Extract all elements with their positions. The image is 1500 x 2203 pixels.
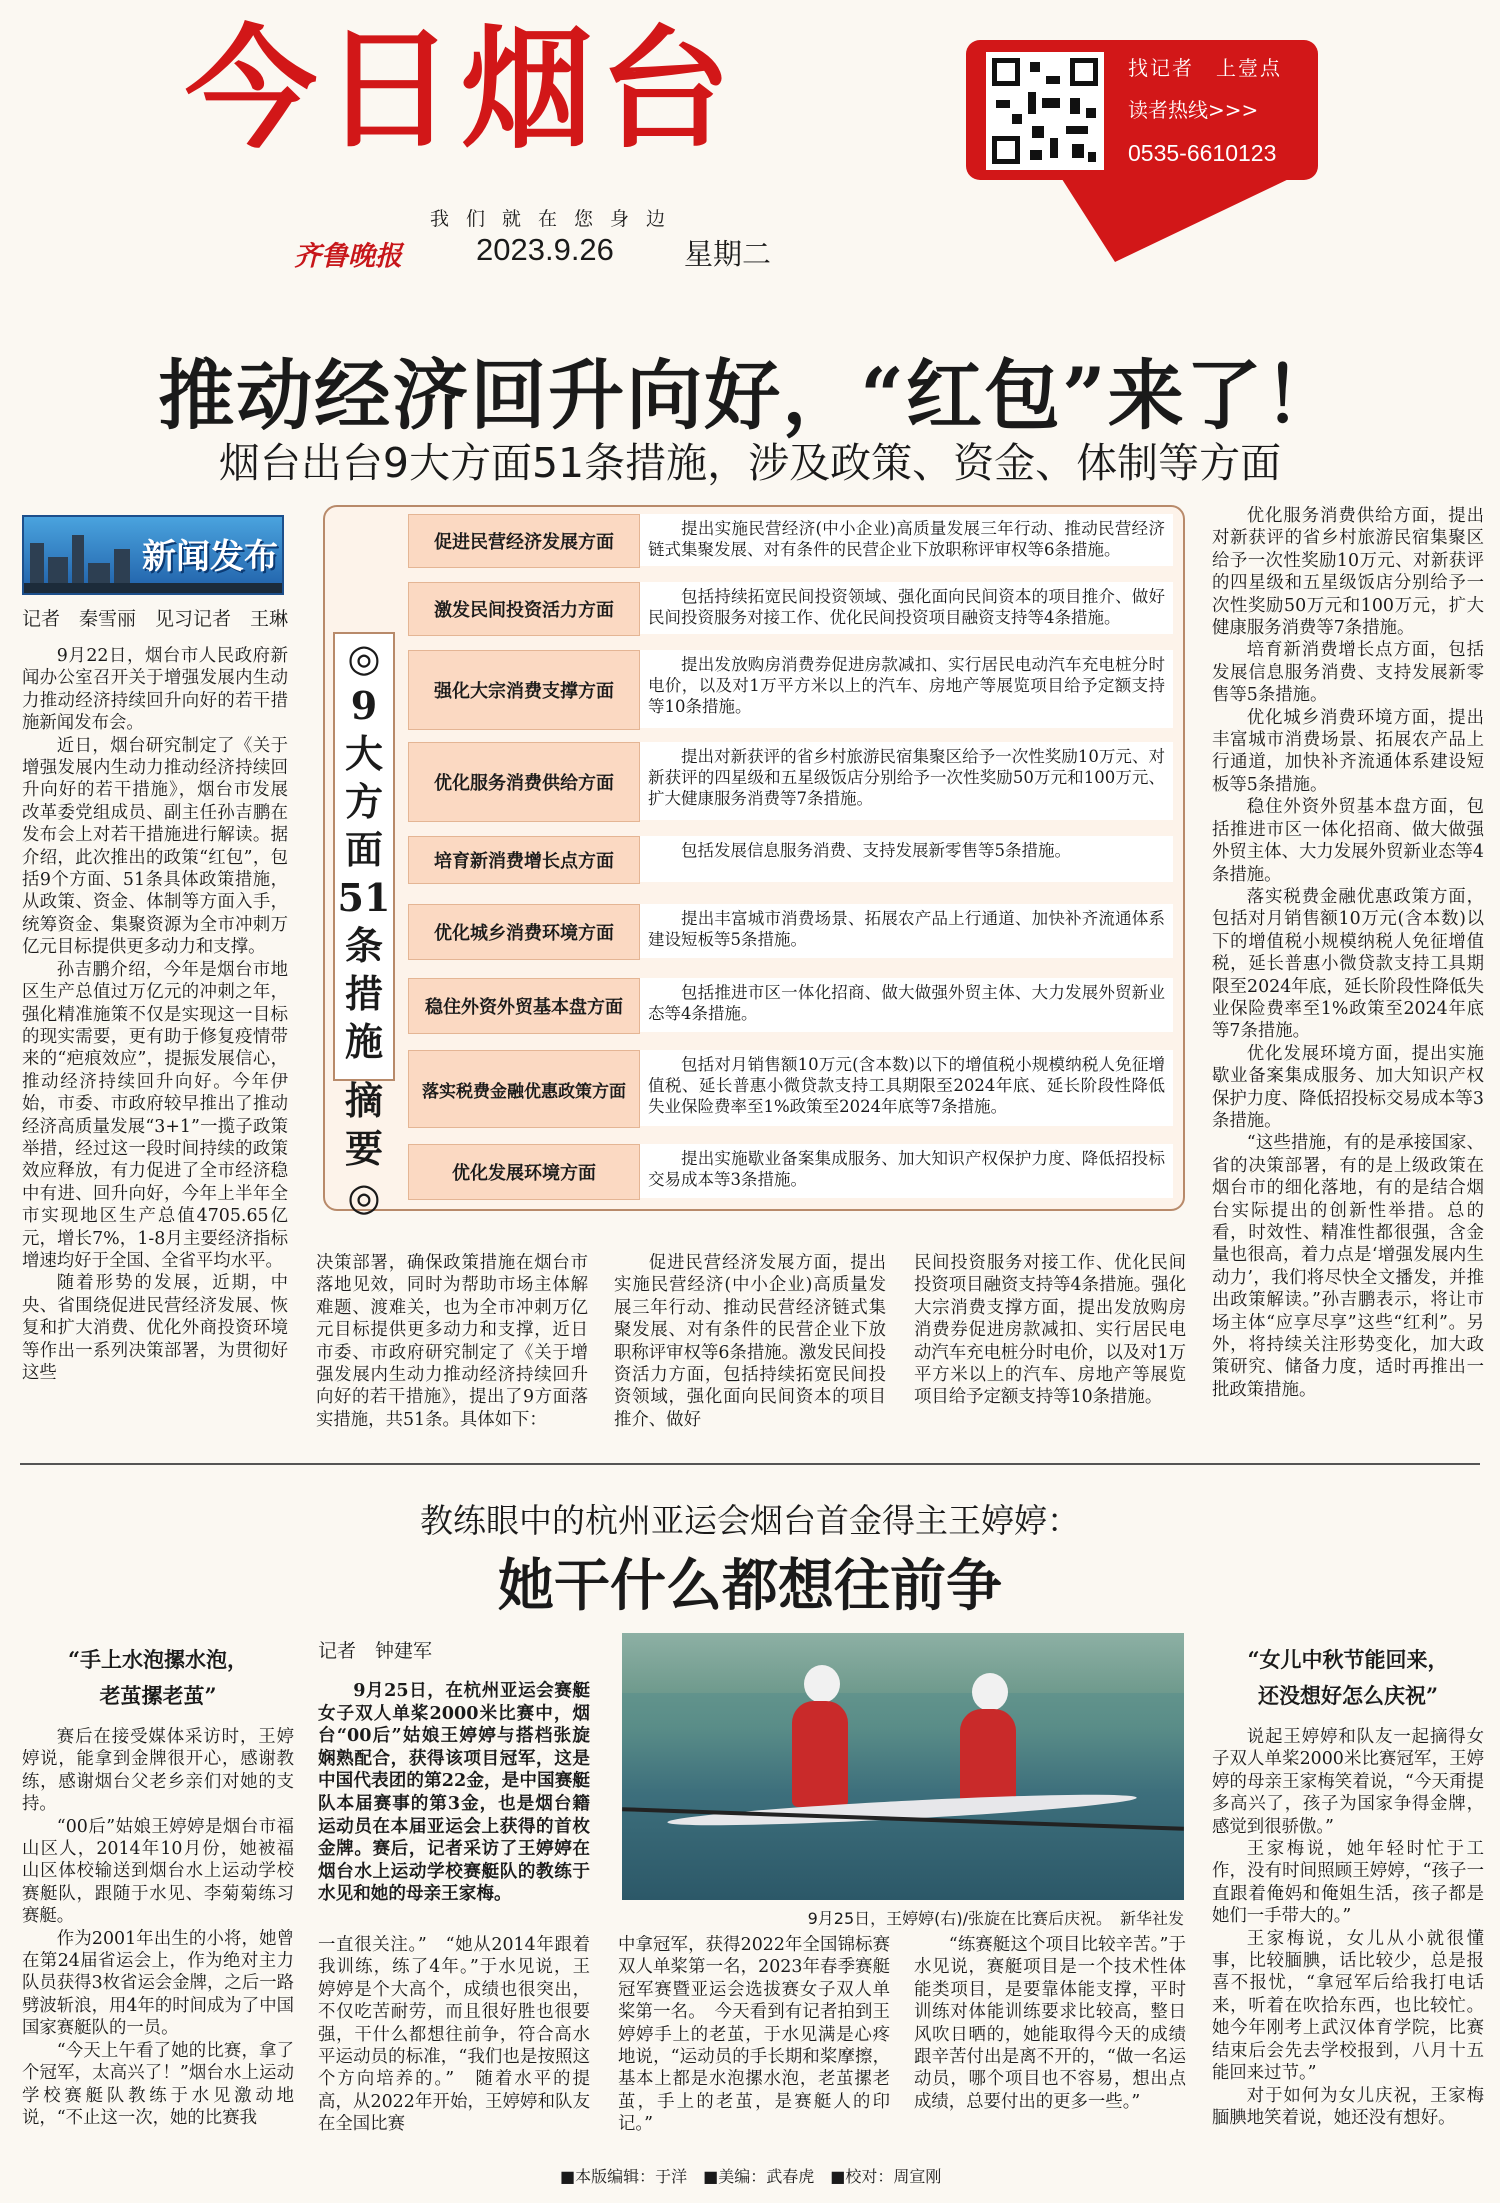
paragraph: 优化服务消费供给方面，提出对新获评的省乡村旅游民宿集聚区给予一次性奖励10万元、对新获评的四星级和五星级饭店分别给予一次性奖励50万元和100万元，扩大健康服务消费等7条措施。 xyxy=(1212,506,1484,639)
measure-row xyxy=(408,972,1173,1036)
byline-reporter: 记者 钟建军 xyxy=(318,1640,433,1662)
measure-row xyxy=(408,736,1173,824)
right-subhead xyxy=(1212,1642,1484,1714)
measure-desc: 提出对新获评的省乡村旅游民宿集聚区给予一次性奖励10万元、对新获评的四星级和五星级饭店分别给予一次性奖励50万元和100万元、扩大健康服务消费等7条措施。 xyxy=(640,742,1173,820)
measure-desc: 包括对月销售额10万元(含本数)以下的增值税小规模纳税人免征增值税、延长普惠小微贷款支持工具期限至2024年底、延长阶段性降低失业保险费率至1%政策至2024年底等7条措施。 xyxy=(640,1050,1173,1126)
measure-name: 激发民间投资活力方面 xyxy=(408,582,640,636)
news-release-badge xyxy=(22,515,284,595)
masthead-slogan: 我们就在您身边 xyxy=(430,208,683,230)
measure-name: 优化城乡消费环境方面 xyxy=(408,904,640,960)
main-headline: 推动经济回升向好，“红包”来了！ xyxy=(158,351,1342,440)
measure-name: 优化发展环境方面 xyxy=(408,1144,640,1200)
rower-head xyxy=(972,1673,1008,1711)
section2-headline: 她干什么都想往前争 xyxy=(498,1553,1002,1619)
measure-desc: 包括发展信息服务消费、支持发展新零售等5条措施。 xyxy=(640,836,1173,882)
paragraph: 培育新消费增长点方面，包括发展信息服务消费、支持发展新零售等5条措施。 xyxy=(1212,640,1484,706)
panel-title-char: ◎ xyxy=(347,1174,381,1219)
byline-reporters: 记者 秦雪丽 见习记者 王琳 xyxy=(22,608,289,630)
paragraph: “今天上午看了她的比赛，拿了个冠军，太高兴了！”烟台水上运动学校赛艇队教练于水见激动地说，“不止这一次，她的比赛我 xyxy=(22,2040,294,2128)
section-divider xyxy=(20,1463,1480,1465)
paragraph: 优化发展环境方面，提出实施歇业备案集成服务、加大知识产权保护力度、降低招投标交易成本等3条措施。 xyxy=(1212,1043,1484,1131)
article-column xyxy=(318,1934,590,2154)
photo-caption: 9月25日，王婷婷(右)/张旋在比赛后庆祝。 新华社发 xyxy=(807,1909,1184,1928)
paragraph: 9月22日，烟台市人民政府新闻办公室召开关于增强发展内生动力推动经济持续回升向好的若干措施新闻发布会。 xyxy=(22,646,288,734)
hotline-line2: 读者热线>>> xyxy=(1128,98,1259,122)
measure-row xyxy=(408,508,1173,572)
measure-desc: 包括持续拓宽民间投资领域、强化面向民间资本的项目推介、做好民间投资服务对接工作、优化民间投资项目融资支持等4条措施。 xyxy=(640,582,1173,634)
measure-desc: 提出发放购房消费券促进房款减扣、实行居民电动汽车充电桩分时电价，以及对1万平方米以上的汽车、房地产等展览项目给予定额支持等10条措施。 xyxy=(640,650,1173,728)
qr-code-icon[interactable] xyxy=(986,52,1104,170)
paragraph: 中拿冠军，获得2022年全国锦标赛双人单桨第一名，2023年春季赛艇冠军赛暨亚运会选拔赛女子双人单桨第一名。 今天看到有记者拍到王婷婷手上的老茧，于水见满是心疼地说，“运动员的手长期和桨摩擦，基本上都是水泡摞水泡，老茧摞老茧，手上的老茧，是赛艇人的印记。” xyxy=(618,1935,890,2135)
paragraph: 稳住外资外贸基本盘方面，包括推进市区一体化招商、做大做强外贸主体、大力发展外贸新业态等4条措施。 xyxy=(1212,797,1484,885)
subhead-line: 还没想好怎么庆祝” xyxy=(1257,1683,1439,1708)
panel-title-char: 施 xyxy=(344,1019,383,1064)
paragraph: 作为2001年出生的小将，她曾在第24届省运会上，作为绝对主力队员获得3枚省运会金牌，之后一路劈波斩浪，用4年的时间成为了中国国家赛艇队的一员。 xyxy=(22,1928,294,2039)
paragraph: 孙吉鹏介绍，今年是烟台市地区生产总值过万亿元的冲刺之年，强化精准施策不仅是实现这一目标的现实需要，更有助于修复疫情带来的“疤痕效应”，提振发展信心，推动经济持续回升向好。今年伊始，市委、市政府较早推出了推动经济高质量发展“3+1”一揽子政策举措，经过这一段时间持续的政策效应释放，有力促进了全市经济稳中有进、回升向好，今年上半年全市实现地区生产总值4705.65亿元，增长7%，1-8月主要经济指标增速均好于全国、全省平均水平。 xyxy=(22,959,288,1271)
measure-row xyxy=(408,1138,1173,1202)
measure-desc: 提出实施歇业备案集成服务、加大知识产权保护力度、降低招投标交易成本等3条措施。 xyxy=(640,1144,1173,1198)
panel-title xyxy=(333,632,395,1081)
rower-body xyxy=(960,1709,1016,1807)
paragraph: 随着形势的发展，近期，中央、省围绕促进民营经济发展、恢复和扩大消费、优化外商投资环境等作出一系列决策部署，为贯彻好这些 xyxy=(22,1273,288,1383)
panel-title-char: 51 xyxy=(337,875,391,920)
measure-name: 强化大宗消费支撑方面 xyxy=(408,650,640,730)
paragraph: “练赛艇这个项目比较辛苦。”于水见说，赛艇项目是一个技术性体能类项目，是要靠体能支撑，平时训练对体能训练要求比较高，整日风吹日晒的，她能取得今天的成绩跟辛苦付出是离不开的，“做一名运动员，哪个项目也不容易，想出点成绩，总要付出的更多一些。” xyxy=(914,1935,1186,2112)
panel-title-char: 措 xyxy=(344,971,383,1016)
article-column-right xyxy=(1212,505,1484,1445)
panel-title-char: 9 xyxy=(350,683,378,728)
hotline-phone: 0535-6610123 xyxy=(1128,140,1277,166)
rower-head xyxy=(804,1665,840,1703)
measure-name: 优化服务消费供给方面 xyxy=(408,742,640,822)
measure-name: 落实税费金融优惠政策方面 xyxy=(408,1050,640,1128)
panel-title-tail xyxy=(333,1077,395,1221)
masthead-title: 今日烟台 xyxy=(185,13,737,167)
section2-kicker: 教练眼中的杭州亚运会烟台首金得主王婷婷： xyxy=(420,1501,1080,1540)
issue-date: 2023.9.26 xyxy=(476,232,614,267)
paragraph: 落实税费金融优惠政策方面，包括对月销售额10万元(含本数)以下的增值税小规模纳税人免征增值税，延长普惠小微贷款支持工具期限至2024年底，延长阶段性降低失业保险费率至1%政策至2024年底等7条措施。 xyxy=(1212,886,1484,1042)
subhead-line: “手上水泡摞水泡， xyxy=(67,1647,249,1672)
measure-row xyxy=(408,1044,1173,1130)
measure-name: 促进民营经济发展方面 xyxy=(408,514,640,568)
photo-shore xyxy=(622,1633,1184,1693)
paragraph: “00后”姑娘王婷婷是烟台市福山区人，2014年10月份，她被福山区体校输送到烟台水上运动学校赛艇队，跟随于水见、李菊菊练习赛艇。 xyxy=(22,1816,294,1927)
paragraph: 赛后在接受媒体采访时，王婷婷说，能拿到金牌很开心，感谢教练，感谢烟台父老乡亲们对她的支持。 xyxy=(22,1727,294,1815)
article-column xyxy=(22,1726,294,2151)
panel-title-char: 要 xyxy=(344,1126,383,1171)
measure-row xyxy=(408,644,1173,732)
measure-row xyxy=(408,898,1173,962)
paragraph: 优化城乡消费环境方面，提出丰富城市消费场景、拓展农产品上行通道，加快补齐流通体系建设短板等5条措施。 xyxy=(1212,707,1484,795)
measure-desc: 包括推进市区一体化招商、做大做强外贸主体、大力发展外贸新业态等4条措施。 xyxy=(640,978,1173,1032)
measure-name: 稳住外资外贸基本盘方面 xyxy=(408,978,640,1034)
paragraph: 9月25日，在杭州亚运会赛艇女子双人单桨2000米比赛中，烟台“00后”姑娘王婷婷与搭档张旋娴熟配合，获得该项目冠军，这是中国代表团的第22金，是中国赛艇队本届赛事的第3金，也是烟台籍运动员在本届亚运会上获得的首枚金牌。赛后，记者采访了王婷婷在烟台水上运动学校赛艇队的教练于水见和她的母亲王家梅。 xyxy=(318,1680,590,1905)
speech-tail xyxy=(1060,176,1295,262)
panel-title-char: 摘 xyxy=(344,1078,383,1123)
measure-desc: 提出实施民营经济(中小企业)高质量发展三年行动、推动民营经济链式集聚发展、对有条件的民营企业下放职称评审权等6条措施。 xyxy=(640,514,1173,566)
panel-title-char: 大 xyxy=(344,731,383,776)
paragraph: 民间投资服务对接工作、优化民间投资项目融资支持等4条措施。强化大宗消费支撑方面，提出发放购房消费券促进房款减扣、实行居民电动汽车充电桩分时电价，以及对1万平方米以上的汽车、房地产等展览项目给予定额支持等10条措施。 xyxy=(914,1253,1186,1408)
paragraph: 促进民营经济发展方面，提出实施民营经济(中小企业)高质量发展三年行动、推动民营经济链式集聚发展、对有条件的民营企业下放职称评审权等6条措施。激发民间投资活力方面，包括持续拓宽民间投资领域，强化面向民间资本的项目推介、做好 xyxy=(614,1253,886,1430)
article-column xyxy=(1212,1726,1484,2151)
panel-title-char: 面 xyxy=(344,827,383,872)
subhead-line: 老茧摞老茧” xyxy=(99,1683,217,1708)
paragraph: 一直很关注。” “她从2014年跟着我训练，练了4年。”于水见说，王婷婷是个大高个，成绩也很突出，不仅吃苦耐劳，而且很好胜也很要强，干什么都想往前争，符合高水平运动员的标准，“我们也是按照这个方向培养的。” 随着水平的提高，从2022年开始，王婷婷和队友在全国比赛 xyxy=(318,1935,590,2135)
rowing-photo xyxy=(622,1633,1184,1900)
left-subhead xyxy=(22,1642,294,1714)
article-column xyxy=(614,1252,886,1444)
article-column xyxy=(618,1934,890,2154)
article-column xyxy=(316,1252,588,1444)
measure-desc: 提出丰富城市消费场景、拓展农产品上行通道、加快补齐流通体系建设短板等5条措施。 xyxy=(640,904,1173,958)
measure-row xyxy=(408,576,1173,640)
panel-title-char: 条 xyxy=(344,923,383,968)
page-footer-credits: ■本版编辑：于洋 ■美编：武春虎 ■校对：周宣刚 xyxy=(560,2167,942,2186)
issue-weekday: 星期二 xyxy=(684,237,772,271)
paragraph: “这些措施，有的是承接国家、省的决策部署，有的是上级政策在烟台市的细化落地，有的是结合烟台实际提出的创新性举措。总的看，时效性、精准性都很强，含金量也很高，着力点是‘增强发展内生动力’，我们将尽快全文播发，并推出政策解读。”孙吉鹏表示，将让市场主体“应享尽享”这些“红利”。另外，将持续关注形势变化，加大政策研究、储备力度，适时再推出一批政策措施。 xyxy=(1212,1133,1484,1400)
panel-title-char: ◎ xyxy=(347,635,381,680)
rower-body xyxy=(792,1701,848,1807)
paragraph: 王家梅说，她年轻时忙于工作，没有时间照顾王婷婷，“孩子一直跟着俺妈和俺姐生活，孩子都是她们一手带大的。” xyxy=(1212,1839,1484,1927)
paragraph: 对于如何为女儿庆祝，王家梅腼腆地笑着说，她还没有想好。 xyxy=(1212,2085,1484,2128)
paper-name: 齐鲁晚报 xyxy=(294,241,402,272)
article-column xyxy=(914,1252,1186,1444)
paragraph: 决策部署，确保政策措施在烟台市落地见效，同时为帮助市场主体解难题、渡难关，也为全市冲刺万亿元目标提供更多动力和支撑，近日市委、市政府研究制定了《关于增强发展内生动力推动经济持续回升向好的若干措施》，提出了9方面落实措施，共51条。具体如下： xyxy=(316,1253,588,1430)
article-column xyxy=(914,1934,1186,2154)
paragraph: 近日，烟台研究制定了《关于增强发展内生动力推动经济持续回升向好的若干措施》，烟台市发展改革委党组成员、副主任孙吉鹏在发布会上对若干措施进行解读。据介绍，此次推出的政策“红包”，包括9个方面、51条具体政策措施，从政策、资金、体制等方面入手，统筹资金、集聚资源为全市冲刺万亿元目标提供更多动力和支撑。 xyxy=(22,735,288,958)
article-column-left xyxy=(22,645,288,1440)
measure-name: 培育新消费增长点方面 xyxy=(408,836,640,884)
subhead-line: “女儿中秋节能回来， xyxy=(1247,1647,1449,1672)
paragraph: 王家梅说，女儿从小就很懂事，比较腼腆，话比较少，总是报喜不报忧，“拿冠军后给我打电话来，听着在吹拾东西，也比较忙。她今年刚考上武汉体育学院，比赛结束后会先去学校报到，八月十五能回来过节。” xyxy=(1212,1928,1484,2084)
measure-row xyxy=(408,830,1173,888)
main-subheadline: 烟台出台9大方面51条措施，涉及政策、资金、体制等方面 xyxy=(218,439,1282,487)
lead-paragraph xyxy=(318,1680,590,1918)
hotline-line1: 找记者 上壹点 xyxy=(1128,56,1282,80)
paragraph: 说起王婷婷和队友一起摘得女子双人单桨2000米比赛冠军，王婷婷的母亲王家梅笑着说，“今天甭提多高兴了，孩子为国家争得金牌，感觉到很骄傲。” xyxy=(1212,1727,1484,1837)
panel-title-char: 方 xyxy=(344,779,383,824)
news-badge-label: 新闻发布 xyxy=(142,537,278,577)
